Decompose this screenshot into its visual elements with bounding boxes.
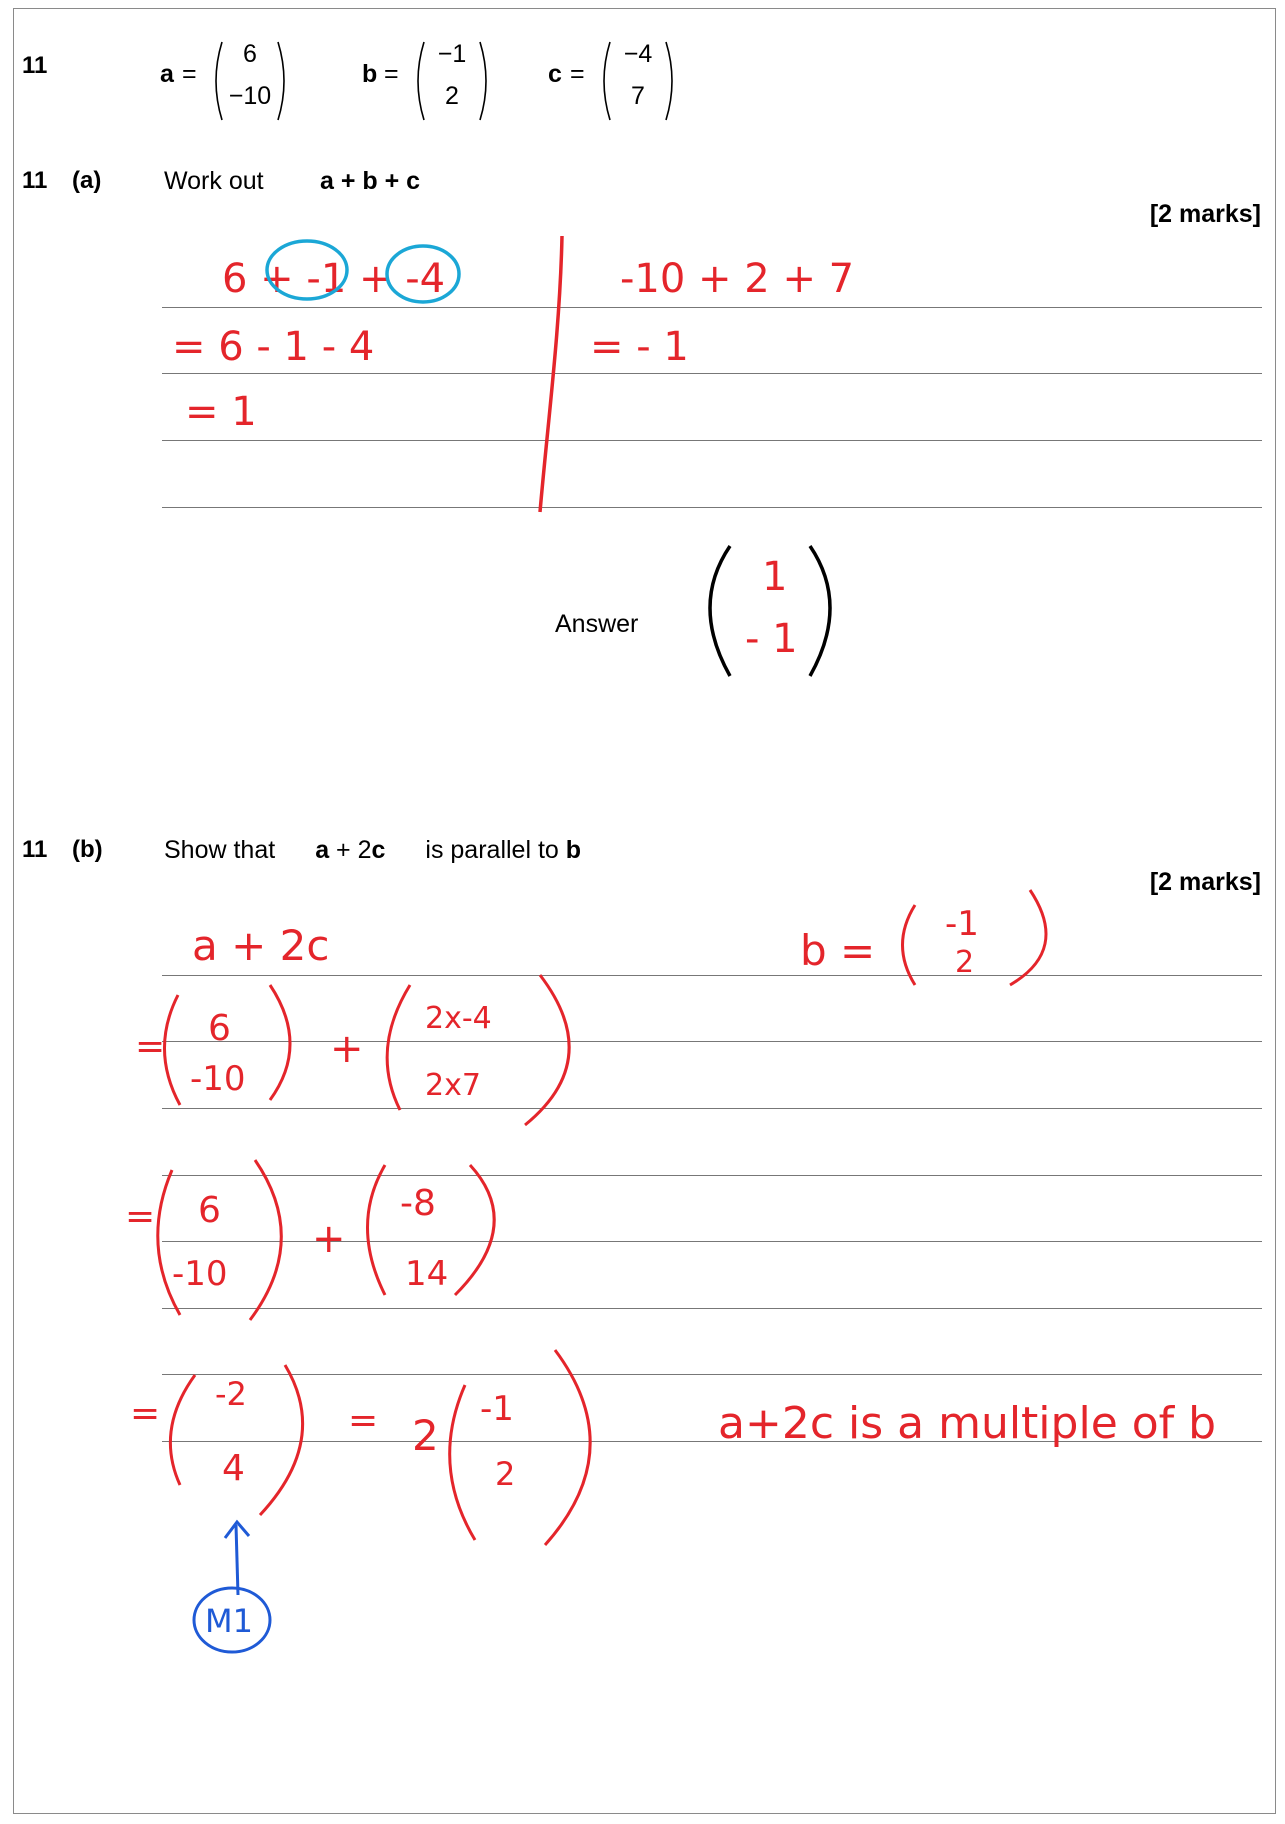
vector-c-top: −4 bbox=[623, 40, 653, 68]
exam-page bbox=[13, 8, 1276, 1814]
answer-line bbox=[162, 307, 1262, 308]
hw-answer-top: 1 bbox=[762, 554, 788, 600]
vector-a-top: 6 bbox=[243, 40, 257, 68]
part-b-sub-label: (b) bbox=[72, 836, 103, 863]
answer-line bbox=[162, 1308, 1262, 1309]
answer-line bbox=[162, 373, 1262, 374]
vector-c-name: c bbox=[548, 60, 562, 88]
hw-row2-l-bot: -10 bbox=[172, 1254, 228, 1294]
hw-a-line1-left: 6 + -1 + -4 bbox=[222, 256, 446, 302]
part-b-expr-a: a bbox=[315, 836, 330, 864]
answer-label: Answer bbox=[555, 610, 639, 638]
answer-line bbox=[162, 1241, 1262, 1242]
hw-a-line2-left: = 6 - 1 - 4 bbox=[172, 324, 375, 370]
answer-line bbox=[162, 1175, 1262, 1176]
answer-line bbox=[162, 507, 1262, 508]
part-b-expr-c: c bbox=[371, 836, 386, 864]
hw-row1-plus: + bbox=[330, 1026, 364, 1072]
hw-row1-l-bot: -10 bbox=[190, 1059, 246, 1099]
hw-row3-r-top: -1 bbox=[480, 1389, 514, 1429]
hw-a-line2-right: = - 1 bbox=[590, 324, 689, 370]
hw-b-title: a + 2c bbox=[192, 921, 330, 970]
hw-row3-l-top: -2 bbox=[215, 1375, 247, 1413]
part-b-prompt-post: is parallel to bbox=[425, 836, 559, 864]
vector-b-name: b bbox=[362, 60, 378, 88]
hw-a-line3-left: = 1 bbox=[185, 389, 257, 435]
answer-line bbox=[162, 1374, 1262, 1375]
hw-row1-r-bot: 2x7 bbox=[425, 1068, 481, 1103]
vector-b-column bbox=[410, 36, 494, 126]
question-number: 11 bbox=[22, 52, 48, 79]
vector-a-column bbox=[208, 36, 292, 126]
part-b-expr-mid: + 2 bbox=[329, 836, 372, 864]
vector-c-equals: = bbox=[570, 60, 585, 88]
marker-m1: M1 bbox=[205, 1602, 253, 1640]
answer-line bbox=[162, 1108, 1262, 1109]
hw-row1-r-top: 2x-4 bbox=[425, 1001, 492, 1036]
vector-a-name: a bbox=[160, 60, 174, 88]
hw-b-bottom: 2 bbox=[955, 945, 975, 980]
vector-a-bottom: −10 bbox=[228, 82, 272, 110]
part-b-expr-b: b bbox=[565, 836, 582, 864]
part-b-marks: [2 marks] bbox=[1149, 868, 1261, 896]
answer-line bbox=[162, 1441, 1262, 1442]
part-b-prompt bbox=[164, 836, 581, 865]
vector-b-equals: = bbox=[384, 60, 399, 88]
part-a-marks: [2 marks] bbox=[1149, 200, 1261, 228]
hw-row2-r-top: -8 bbox=[400, 1183, 436, 1224]
vector-a-definition bbox=[160, 40, 280, 120]
hw-b-bdef: b = bbox=[800, 926, 876, 975]
vector-b-definition bbox=[362, 40, 482, 120]
vector-c-column bbox=[596, 36, 680, 126]
part-a-number: 11 bbox=[22, 167, 48, 194]
answer-line bbox=[162, 440, 1262, 441]
part-a-expression: a + b + c bbox=[320, 167, 421, 195]
answer-line bbox=[162, 1041, 1262, 1042]
vector-c-definition bbox=[548, 40, 668, 120]
hw-conclusion: a+2c is a multiple of b bbox=[718, 1398, 1217, 1449]
part-a-sub-label: (a) bbox=[72, 167, 102, 194]
hw-row3-equals-2: = bbox=[348, 1400, 379, 1441]
hw-row3-scalar: 2 bbox=[412, 1411, 439, 1460]
hw-b-top: -1 bbox=[945, 904, 979, 944]
hw-row3-l-bot: 4 bbox=[222, 1448, 245, 1489]
part-b-number: 11 bbox=[22, 836, 48, 863]
hw-row3-equals: = bbox=[130, 1393, 161, 1434]
vector-c-bottom: 7 bbox=[631, 82, 645, 110]
part-a-prompt: Work out bbox=[164, 167, 264, 195]
hw-row2-plus: + bbox=[312, 1216, 346, 1262]
hw-answer-bottom: - 1 bbox=[745, 616, 798, 662]
vector-b-bottom: 2 bbox=[445, 82, 459, 110]
hw-a-line1-right: -10 + 2 + 7 bbox=[620, 256, 855, 302]
hw-row2-l-top: 6 bbox=[198, 1190, 221, 1231]
part-b-prompt-pre: Show that bbox=[164, 836, 276, 864]
hw-row1-l-top: 6 bbox=[208, 1008, 231, 1049]
hw-row2-r-bot: 14 bbox=[405, 1254, 449, 1294]
vector-a-equals: = bbox=[182, 60, 197, 88]
answer-line bbox=[162, 975, 1262, 976]
vector-b-top: −1 bbox=[437, 40, 467, 68]
hw-row3-r-bot: 2 bbox=[495, 1455, 516, 1493]
hw-row1-equals: = bbox=[135, 1026, 166, 1067]
hw-row2-equals: = bbox=[125, 1196, 156, 1237]
